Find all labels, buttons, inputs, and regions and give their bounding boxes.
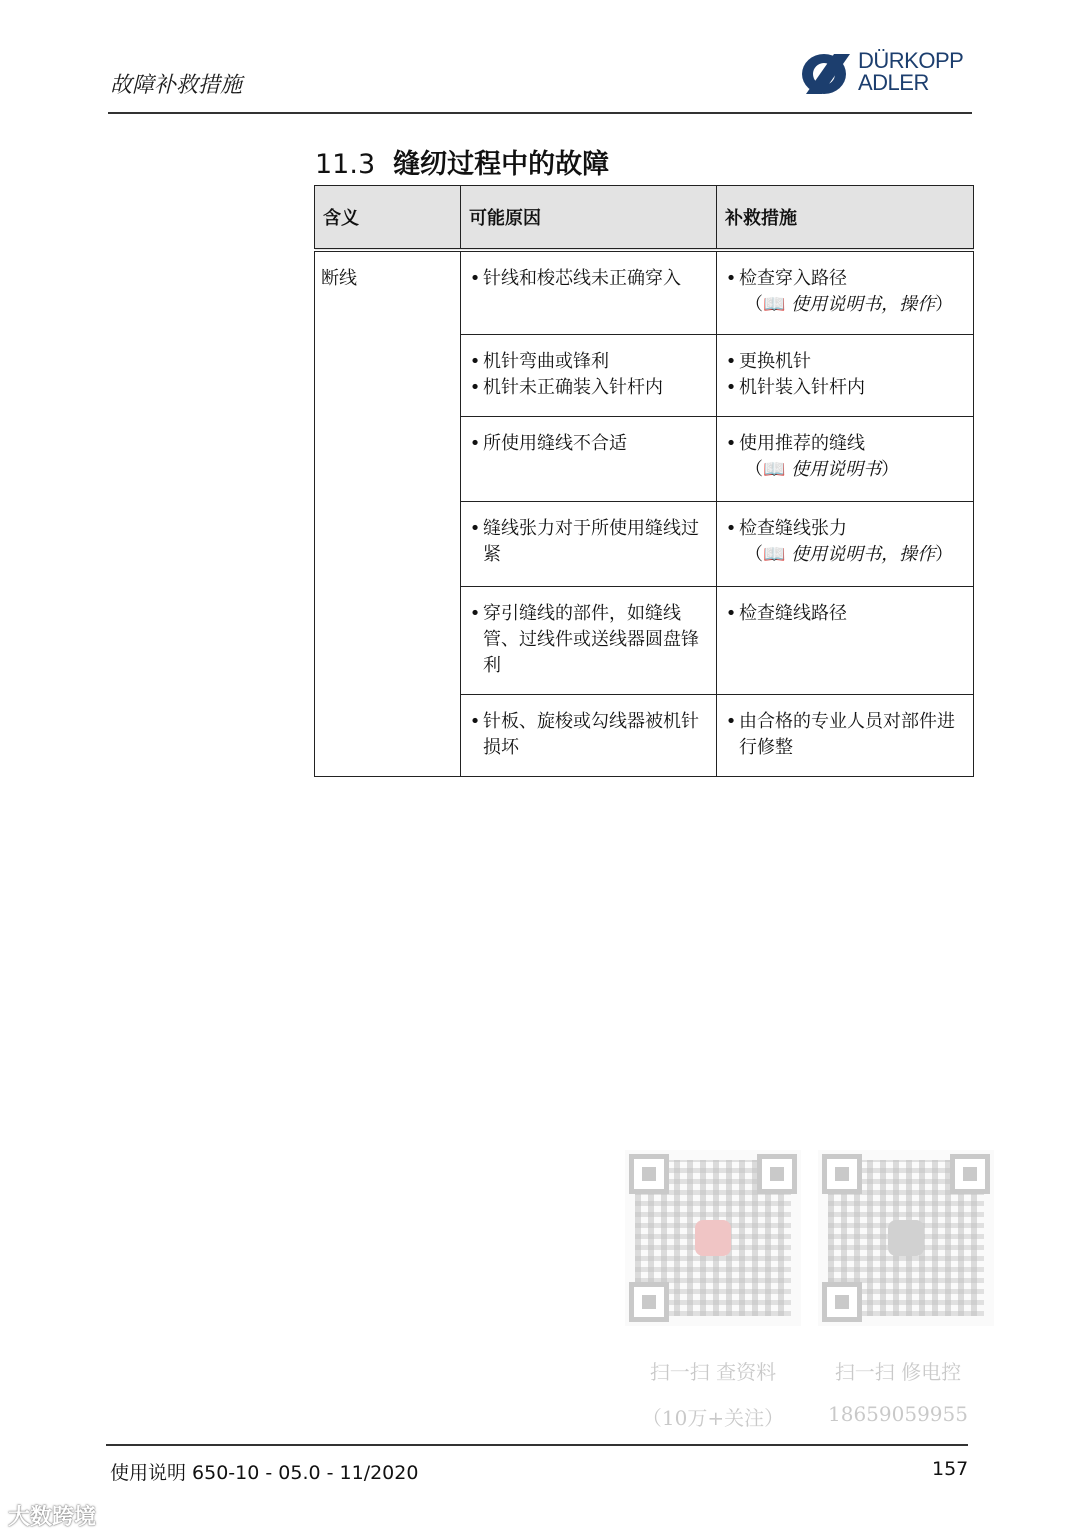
- cause-bullet: • 针线和梭芯线未正确穿入: [467, 266, 710, 292]
- table-row: [315, 250, 974, 334]
- page-number: 157: [932, 1458, 969, 1480]
- manual-reference: [723, 457, 967, 483]
- remedy-bullet: • 使用推荐的缝线: [723, 431, 967, 457]
- ref-open: （: [745, 458, 763, 480]
- ref-text: 使用说明书: [791, 458, 882, 480]
- book-icon: 📖: [763, 458, 786, 480]
- cause-bullet: • 缝线张力对于所使用缝线过紧: [467, 516, 710, 568]
- qr-code-right: [818, 1150, 994, 1326]
- remedy-bullet: • 检查缝线张力: [723, 516, 967, 542]
- manual-reference: [723, 292, 967, 318]
- cause-text: 机针弯曲或锋利: [483, 350, 609, 372]
- ref-close: ）: [881, 458, 900, 480]
- remedy-bullet: • 检查缝线路径: [723, 601, 967, 627]
- qr-code-left: [625, 1150, 801, 1326]
- ref-open: （: [745, 294, 763, 315]
- red-logo-icon: [695, 1220, 731, 1256]
- logo-line-1: DÜRKOPP: [858, 48, 964, 73]
- meaning-cell: [315, 250, 461, 776]
- qr-caption-right-1: 扫一扫 修电控: [834, 1360, 962, 1384]
- qr-codes: [620, 1150, 1000, 1440]
- remedy-bullet: • 机针装入针杆内: [723, 375, 967, 401]
- cause-bullet: • 穿引缝线的部件，如缝线管、过线件或送线器圆盘锋利: [467, 601, 710, 679]
- meaning-text: 断线: [321, 268, 357, 289]
- remedy-cell: [717, 694, 974, 776]
- logo-line-2: ADLER: [858, 70, 929, 95]
- section-title: 缝纫过程中的故障: [393, 149, 610, 180]
- cause-text: 针线和梭芯线未正确穿入: [483, 268, 681, 289]
- ref-close: ）: [935, 543, 954, 565]
- cause-text: 穿引缝线的部件，如缝线管、过线件或送线器圆盘锋利: [483, 602, 699, 676]
- header-cause: 可能原因: [461, 186, 717, 251]
- book-icon: 📖: [763, 294, 786, 315]
- cause-cell: [461, 501, 717, 586]
- footer-rule: [106, 1444, 968, 1446]
- cause-cell: [461, 250, 717, 334]
- qr-caption-left-1: 扫一扫 查资料: [649, 1360, 777, 1384]
- logo-text: [858, 50, 963, 94]
- watermark: 大数跨境: [8, 1505, 97, 1530]
- cause-text: 机针未正确装入针杆内: [483, 376, 663, 398]
- table-header-row: [315, 186, 974, 251]
- cause-text: 缝线张力对于所使用缝线过紧: [483, 517, 699, 565]
- ref-text: 使用说明书，操作: [791, 294, 936, 315]
- ref-text: 使用说明书，操作: [791, 543, 936, 565]
- remedy-text: 检查穿入路径: [739, 268, 847, 289]
- remedy-cell: [717, 416, 974, 501]
- ref-open: （: [745, 543, 763, 565]
- cause-text: 所使用缝线不合适: [483, 432, 627, 454]
- running-header-title: 故障补救措施: [110, 73, 243, 98]
- remedy-text: 检查缝线路径: [739, 602, 847, 624]
- cause-bullet: • 针板、旋梭或勾线器被机针损坏: [467, 709, 710, 761]
- remedy-text: 机针装入针杆内: [739, 376, 865, 398]
- footer-doc-id: 使用说明 650-10 - 05.0 - 11/2020: [110, 1462, 419, 1484]
- ref-close: ）: [935, 294, 954, 315]
- remedy-bullet: • 更换机针: [723, 349, 967, 375]
- cause-text: 针板、旋梭或勾线器被机针损坏: [483, 710, 699, 758]
- remedy-text: 使用推荐的缝线: [739, 432, 865, 454]
- remedy-text: 检查缝线张力: [739, 517, 847, 539]
- cause-cell: [461, 694, 717, 776]
- qr-caption-left-2: （10万+关注）: [641, 1406, 785, 1430]
- remedy-bullet: • 检查穿入路径: [723, 266, 967, 292]
- logo-mark-icon: [800, 52, 852, 96]
- fault-table: [314, 185, 974, 777]
- book-icon: 📖: [763, 543, 786, 565]
- manual-reference: [723, 542, 967, 568]
- remedy-text: 更换机针: [739, 350, 811, 372]
- qr-caption-right-2: 18659059955: [828, 1402, 968, 1426]
- section-heading: [315, 142, 609, 181]
- wechat-icon: [888, 1220, 924, 1256]
- remedy-cell: [717, 334, 974, 416]
- header-remedy: 补救措施: [717, 186, 974, 251]
- header-rule: [108, 112, 972, 114]
- remedy-text: 由合格的专业人员对部件进行修整: [739, 710, 955, 758]
- cause-bullet: • 机针未正确装入针杆内: [467, 375, 710, 401]
- section-number: 11.3: [315, 149, 376, 180]
- remedy-cell: [717, 586, 974, 694]
- remedy-cell: [717, 501, 974, 586]
- remedy-bullet: • 由合格的专业人员对部件进行修整: [723, 709, 967, 761]
- header-meaning: 含义: [315, 186, 461, 251]
- cause-bullet: • 机针弯曲或锋利: [467, 349, 710, 375]
- durkopp-adler-logo: [800, 50, 975, 98]
- cause-cell: [461, 416, 717, 501]
- cause-cell: [461, 586, 717, 694]
- remedy-cell: [717, 250, 974, 334]
- cause-bullet: • 所使用缝线不合适: [467, 431, 710, 457]
- cause-cell: [461, 334, 717, 416]
